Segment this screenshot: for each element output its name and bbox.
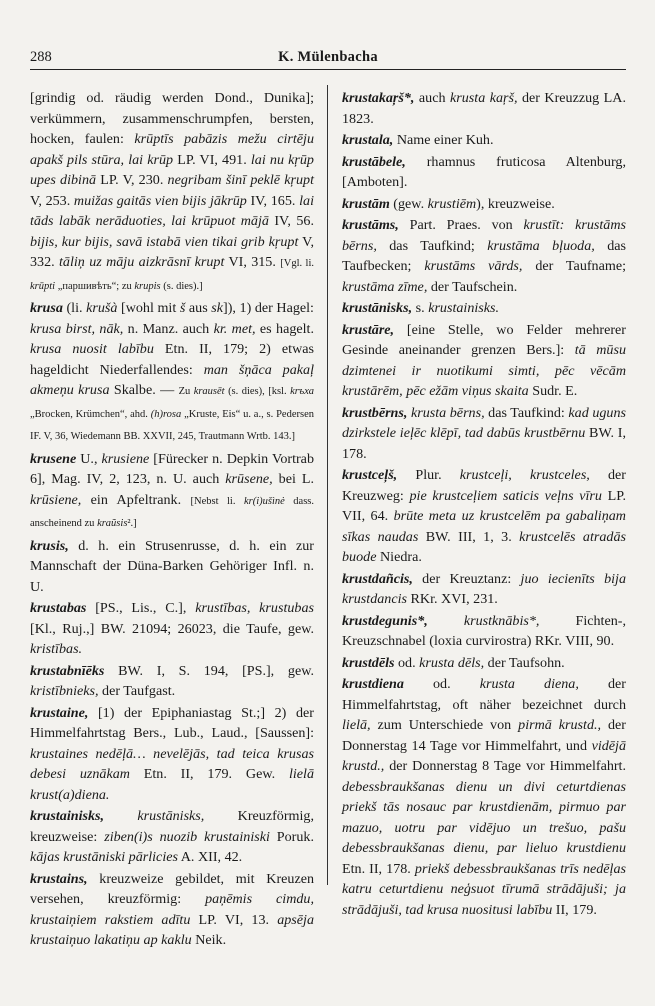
entry-text: BW. I, S. 194, [PS.], gew. — [104, 662, 314, 679]
entry-text: „паршивѣть“; zu — [55, 280, 135, 292]
entry-text: ein Apfeltrank. — [81, 491, 191, 508]
entry-text: krustāms bērns, — [342, 217, 627, 254]
entry-text: d. h. ein Strusenrusse, d. h. ein zur Mannschaft der Düna-Barken Gehöriger Infl. n. U. — [30, 537, 314, 595]
entry-headword: krustabas — [30, 600, 87, 616]
entry-text: krusa birst, nāk, — [30, 320, 124, 337]
dictionary-entry — [342, 569, 626, 610]
entry-text: Skalbe. — — [109, 382, 179, 398]
dictionary-entry — [30, 661, 314, 702]
entry-text: negribam šinī peklē kŗupt — [167, 172, 314, 188]
entry-text: der Taufschein. — [427, 278, 518, 295]
entry-headword: krustām — [342, 195, 390, 212]
entry-text: pirmā krustd., — [518, 717, 602, 733]
entry-text: kājas krustāniski pārlicies — [30, 849, 178, 865]
entry-text: [PS., Lis., C.], — [86, 600, 196, 616]
entry-text: [Nebst li. — [190, 495, 244, 507]
entry-text: ziben(i)s nuozib krustainiski — [104, 828, 270, 845]
entry-text: rhamnus fruticosa Altenburg, [Amboten]. — [342, 153, 626, 190]
entry-text: lai nu kŗūp upes dibinā — [30, 151, 314, 188]
entry-text: BW. I, 178. — [342, 425, 626, 462]
dictionary-entry — [342, 611, 626, 652]
entry-headword: krusene — [30, 450, 77, 467]
entry-text: der Kreuzweg: — [342, 467, 626, 504]
entry-headword: krustceļš, — [342, 467, 398, 483]
entry-text: krustīt: — [523, 217, 565, 233]
entry-text: (li. — [62, 300, 87, 316]
entry-text: „Kruste, Eis“ u. a., s. Pedersen IF. V, 36, Wiedemann BB. XXVII, 245, Trautmann Wrtb. 143.] — [30, 408, 314, 442]
entry-text: Plur. — [397, 467, 460, 483]
entry-text: LP. VI, 491. — [173, 151, 251, 168]
entry-text: das Taufkind; — [376, 237, 488, 254]
entry-text: lai tāds labāk nerāduoties, lai krūpuot mājā — [30, 192, 314, 229]
entry-text: krustības, krustubas — [195, 600, 314, 616]
entry-text: ]), 1) der Hagel: — [223, 300, 314, 316]
entry-text: V, 253. — [30, 192, 74, 209]
dictionary-entry — [342, 152, 626, 193]
entry-text: brūte meta uz krustcelēm pa gabaliņam sīkas naudas — [342, 508, 626, 545]
entry-text: krusta kaŗš, — [450, 90, 518, 106]
entry-text: kad uguns dzirkstele ieļēc klēpī, tad dabūs krustbērnu — [342, 404, 626, 441]
entry-text: pie krustceļiem saticis veļns vīru — [409, 487, 602, 504]
entry-text: LP. VI, 13. — [190, 911, 278, 928]
entry-text: Niedra. — [376, 549, 422, 565]
entry-headword: krustbērns, — [342, 404, 408, 421]
entry-text: zum Unterschiede von — [370, 717, 519, 733]
entry-text: U., — [76, 450, 102, 467]
column-divider — [327, 85, 328, 885]
entry-text: IV, 56. — [268, 213, 314, 229]
entry-text: der Himmelfahrtstag, oft näher bezeichnet durch — [342, 676, 626, 713]
entry-text: Poruk. — [269, 828, 314, 845]
right-column — [342, 88, 626, 920]
entry-headword: krusa — [30, 300, 63, 316]
entry-text: krūptīs pabāzis mežu cirtēju apakš pils stūra, lai krūp — [30, 131, 314, 168]
entry-text: der Taufsohn. — [484, 654, 565, 671]
dictionary-entry — [30, 806, 314, 868]
entry-text: Etn. II, 178. — [342, 860, 415, 877]
entry-text: es hagelt. — [255, 320, 314, 337]
entry-text: IV, 165. — [246, 192, 300, 209]
entry-text: der Taufgast. — [98, 683, 176, 699]
entry-text: krustiēm — [427, 195, 477, 212]
entry-text: kraũsis — [97, 518, 128, 529]
entry-text: auch — [414, 90, 450, 106]
page-header — [30, 48, 626, 66]
entry-text: krustknābis*, — [463, 612, 540, 629]
entry-text — [104, 808, 137, 824]
entry-text: kr. mеt, — [213, 320, 256, 337]
entry-text: ².] — [127, 518, 137, 529]
entry-text: (gew. — [389, 195, 428, 212]
dictionary-entry — [342, 465, 626, 568]
entry-text: š — [179, 300, 186, 316]
entry-text: [grindig od. räudig werden Dond., Dunika]; verkümmern, zusammenschrumpfen, bersten, hocken, faulen: — [30, 90, 314, 147]
entry-text: kr(i)ušìnė — [243, 495, 285, 507]
dictionary-entry — [342, 298, 626, 319]
entry-text: ), kreuzweise. — [476, 195, 555, 212]
entry-text: [Vgl. li. — [280, 258, 315, 269]
entry-text: RKr. XVI, 231. — [406, 591, 498, 607]
entry-text: (s. dies).] — [160, 280, 203, 292]
entry-text: krustānisks, — [137, 808, 205, 824]
dictionary-entry — [30, 88, 314, 297]
entry-text: krustceļi, krustceles, — [459, 467, 590, 483]
entry-headword: krustāms, — [342, 217, 399, 233]
entry-text: krausēt — [193, 386, 225, 397]
entry-text: krusiene — [101, 450, 150, 467]
entry-text — [428, 613, 464, 629]
left-column — [30, 88, 314, 951]
entry-text: aus — [185, 300, 212, 316]
dictionary-entry — [342, 88, 626, 129]
entry-text: krušà — [86, 300, 118, 316]
entry-text: bijis, kur bijis, savā istabā vien tikai grib kŗupt — [30, 233, 299, 250]
entry-text: LP. V, 230. — [96, 172, 168, 188]
entry-headword: krustānisks, — [342, 300, 413, 316]
entry-text: II, 179. — [552, 901, 597, 918]
entry-text: krъха — [290, 386, 315, 397]
entry-text: der Kreuztanz: — [412, 570, 521, 587]
entry-text: [wohl mit — [117, 300, 180, 316]
dictionary-entry — [342, 320, 626, 402]
entry-text: krusta diena, — [479, 676, 579, 692]
entry-text: Etn. II, 179. Gew. — [129, 766, 289, 782]
dictionary-entry — [30, 703, 314, 806]
entry-text: das Taufkind: — [484, 404, 569, 421]
entry-text: s. — [412, 300, 429, 316]
entry-text: Name einer Kuh. — [393, 132, 494, 148]
entry-text: Neik. — [191, 932, 227, 948]
entry-text: bei L. — [272, 471, 315, 487]
entry-text: Zu — [178, 386, 194, 397]
entry-text: krustainisks. — [428, 300, 500, 316]
entry-text: LP. VII, 64. — [342, 487, 626, 524]
entry-text: der Donnerstag 14 Tage vor Himmelfahrt, und — [342, 717, 626, 754]
entry-headword: krustaine, — [30, 704, 89, 721]
dictionary-entry — [30, 598, 314, 660]
entry-text: juo iecienīts bija krustdancis — [342, 570, 626, 607]
entry-text: apsēja krustaiņuo lakatiņu ap kaklu — [30, 911, 314, 948]
entry-text: Etn. II, 179; 2) etwas hageldicht Niederfallendes: — [30, 341, 314, 378]
entry-text: krustāma bļuoda, — [487, 237, 595, 254]
dictionary-entry — [342, 130, 626, 151]
entry-text: Part. Praes. von — [398, 217, 524, 233]
entry-text: paņēmis cimdu, krustaiņiem rakstiem adītu — [30, 891, 314, 928]
entry-text: debessbraukšanas dienu un divi ceturtdienas priekš tās nosauc par krustdienām, pirmuo par mazuo, uotru par vidējuo un trešuo, pašu debessbraukšanas dienu, par lieluo krustdienu — [342, 778, 626, 856]
dictionary-entry — [342, 674, 626, 920]
entry-text: lielā, — [342, 717, 371, 733]
dictionary-entry — [30, 298, 314, 448]
entry-text: krūsiene, — [30, 491, 82, 508]
entry-headword: krustala, — [342, 132, 394, 148]
entry-headword: krustdegunis*, — [342, 612, 428, 629]
entry-text: man šņāca pakaļ akmeņu krusa — [30, 361, 314, 398]
entry-text: tā mūsu dzimtenei ir nuotikumi simti, pēc vēcām krustārēm, pēc ežām viņus skaita — [342, 342, 626, 399]
entry-headword: krustdēls — [342, 654, 395, 671]
entry-text: krūpti — [30, 280, 56, 292]
running-title: K. Mülenbacha — [278, 49, 378, 65]
dictionary-entry — [30, 536, 314, 598]
header-rule — [30, 69, 626, 70]
entry-text: dass. anscheinend zu — [30, 495, 314, 529]
dictionary-entry — [342, 403, 626, 465]
entry-headword: krustdiena — [342, 676, 404, 692]
entry-text: priekš debessbraukšanas trīs nedēļas katru ceturtdienu neģsuot tīrumā strādājuši; ja strādājuši, tad krusa nuositusi labību — [342, 860, 626, 918]
entry-text: od. — [394, 654, 420, 671]
entry-text: krusta bērns, — [410, 404, 485, 421]
entry-text: [eine Stelle, wo Felder mehrerer Gesinde aneinander grenzen Bers.]: — [342, 321, 626, 358]
entry-text: muižas gaitās vien bijis jākrūp — [73, 192, 247, 209]
dictionary-entry — [30, 449, 314, 535]
entry-text: krupis — [134, 280, 161, 292]
entry-text: der Taufname; — [522, 258, 626, 274]
entry-text: (s. dies), [ksl. — [224, 386, 291, 397]
entry-text: tāliņ uz māju aizkrāsnī krupt — [59, 254, 225, 270]
entry-headword: krustains, — [30, 870, 88, 887]
entry-text: der Kreuzzug LA. 1823. — [342, 90, 626, 127]
entry-text: krustaines nedēļā… nevelējās, tad teica krusas debesi uznākam — [30, 745, 314, 782]
entry-headword: krustabnīēks — [30, 662, 105, 679]
entry-text: kristības. — [30, 641, 83, 657]
page-number: 288 — [30, 49, 52, 65]
entry-text: V, 332. — [30, 233, 314, 270]
dictionary-entry — [342, 194, 626, 215]
entry-text: od. — [403, 676, 480, 692]
entry-text: kreuzweize gebildet, mit Kreuzen versehen, kreuzförmig: — [30, 870, 314, 907]
entry-text: Sudr. E. — [528, 383, 578, 399]
entry-text: [Fürecker n. Depkin Vortrab 6], Mag. IV, 2, 123, n. U. auch — [30, 450, 314, 487]
dictionary-entry — [342, 215, 626, 297]
entry-text: krustcelēs atradās buode — [342, 528, 627, 565]
entry-text: Kreuzförmig, kreuzweise: — [30, 808, 314, 845]
entry-text: [1) der Epiphaniastag St.;] 2) der Himmelfahrtstag Bers., Lub., Laud., [Saussen]: — [30, 704, 314, 741]
entry-headword: krustainisks, — [30, 808, 105, 824]
entry-headword: krusis, — [30, 537, 69, 554]
entry-text: „Brocken, Krümchen“, ahd. — [30, 408, 151, 420]
entry-headword: krustāre, — [342, 321, 395, 338]
entry-text: krusa nuosit labību — [30, 341, 154, 357]
entry-text: A. XII, 42. — [177, 849, 243, 865]
entry-text: krustāms vārds, — [424, 258, 523, 274]
entry-headword: krustdañcis, — [342, 570, 413, 587]
entry-headword: krustābele, — [342, 153, 406, 170]
entry-text: BW. III, 1, 3. — [418, 528, 520, 545]
dictionary-entry — [342, 653, 626, 674]
entry-text: [Kl., Ruj.,] BW. 21094; 26023, die Taufe, gew. — [30, 620, 314, 637]
entry-text: lielā krust(a)diena. — [30, 766, 314, 803]
entry-text: (h)rosa — [150, 408, 182, 420]
entry-text: krūsene, — [225, 471, 273, 487]
entry-text: vidējā krustd., — [342, 737, 626, 774]
entry-text: n. Manz. auch — [123, 320, 214, 337]
entry-text: das Taufbecken; — [342, 237, 627, 274]
entry-text — [564, 217, 575, 233]
entry-text: krusta dēls, — [419, 654, 485, 671]
dictionary-entry — [30, 869, 314, 951]
entry-headword: krustakaŗš*, — [342, 90, 415, 106]
entry-text: sk — [211, 300, 224, 316]
entry-text: der Donnerstag 8 Tage vor Himmelfahrt. — [384, 758, 626, 774]
entry-text: krustāma zīme, — [342, 278, 428, 295]
entry-text: Fichten-, Kreuzschnabel (loxia curvirostra) RKr. VIII, 90. — [342, 612, 626, 649]
entry-text: kristībnieks, — [30, 683, 99, 699]
entry-text: VI, 315. — [224, 254, 281, 270]
